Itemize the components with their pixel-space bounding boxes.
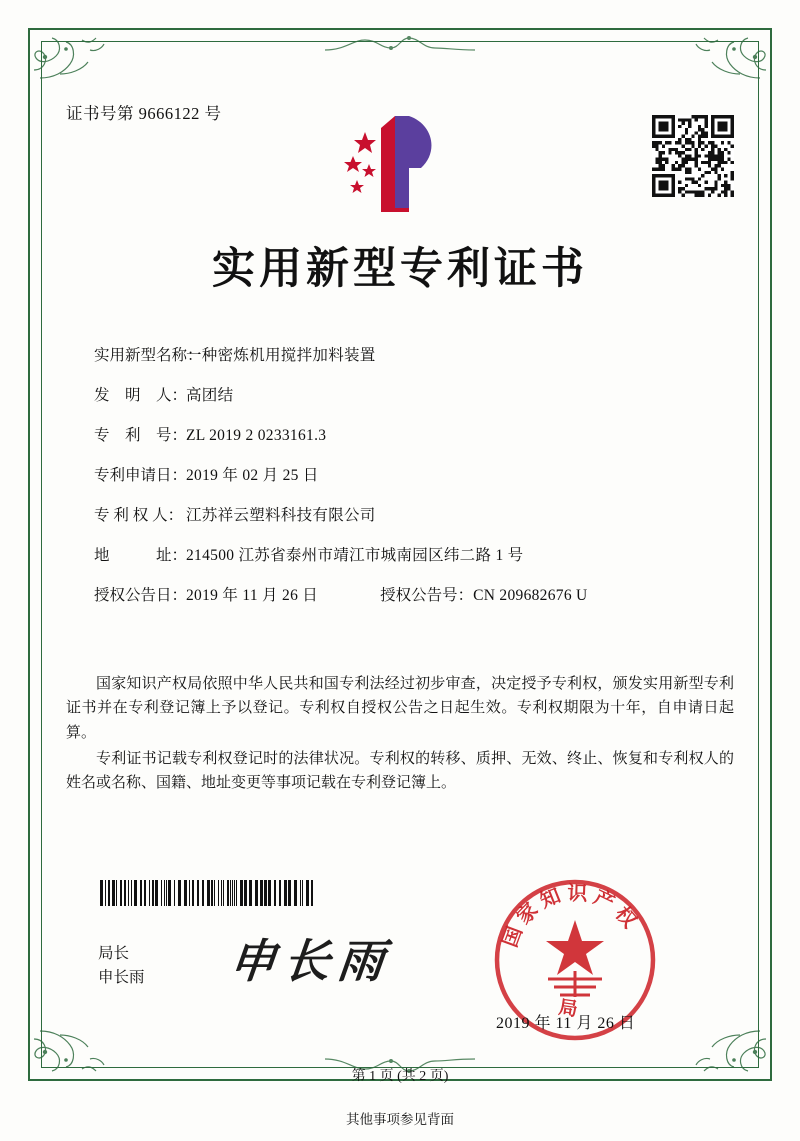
barcode xyxy=(100,880,315,906)
grant-number-label: 授权公告号： xyxy=(380,587,474,604)
field-value: 江苏祥云塑料科技有限公司 xyxy=(186,507,376,524)
certificate-number: 证书号第 9666122 号 xyxy=(66,104,222,123)
edge-ornament-top xyxy=(325,30,475,58)
svg-text:国 家 知 识 产 权: 国 家 知 识 产 权 xyxy=(499,882,641,951)
field-label: 专 利 权 人： xyxy=(94,507,184,524)
field-value: 高团结 xyxy=(186,387,234,404)
field-inventor xyxy=(94,388,740,404)
svg-text:局: 局 xyxy=(557,997,579,1021)
field-application-date xyxy=(94,468,740,484)
field-list xyxy=(94,348,740,628)
patent-office-emblem-icon xyxy=(335,108,465,218)
qr-code-icon xyxy=(652,115,734,197)
signature-role: 局长 xyxy=(98,945,130,962)
body-text xyxy=(66,672,734,797)
field-label: 专利申请日： xyxy=(94,467,188,484)
field-grant-announcement xyxy=(94,588,740,604)
field-label: 发 明 人： xyxy=(94,387,188,404)
corner-ornament-top-right xyxy=(692,30,770,88)
field-patent-number xyxy=(94,428,740,444)
field-value: 一种密炼机用搅拌加料装置 xyxy=(186,347,376,364)
page-title: 实用新型专利证书 xyxy=(212,246,588,293)
grant-date-label: 授权公告日： xyxy=(94,587,188,604)
grant-number-value: CN 209682676 U xyxy=(473,587,588,604)
field-label: 地 址： xyxy=(94,547,188,564)
body-paragraph-2: 专利证书记载专利权登记时的法律状况。专利权的转移、质押、无效、终止、恢复和专利权人的姓名或名称、国籍、地址变更等事项记载在专利登记簿上。 xyxy=(66,750,734,792)
page-indicator: 第 1 页 (共 2 页) xyxy=(351,1069,449,1084)
grant-date-value: 2019 年 11 月 26 日 xyxy=(186,587,319,604)
handwritten-signature: 申长雨 xyxy=(226,936,395,987)
issue-date: 2019 年 11 月 26 日 xyxy=(496,1015,636,1032)
body-paragraph-1: 国家知识产权局依照中华人民共和国专利法经过初步审查，决定授予专利权，颁发实用新型专利证书并在专利登记簿上予以登记。专利权自授权公告之日起生效。专利权期限为十年，自申请日起算。 xyxy=(66,676,734,741)
field-label: 专 利 号： xyxy=(94,427,188,444)
field-value: 214500 江苏省泰州市靖江市城南园区纬二路 1 号 xyxy=(186,547,524,564)
field-label: 实用新型名称： xyxy=(94,347,203,364)
field-value: ZL 2019 2 0233161.3 xyxy=(186,427,327,444)
field-utility-model-name xyxy=(94,348,740,364)
corner-ornament-top-left xyxy=(30,30,108,88)
field-address xyxy=(94,548,740,564)
signature-block xyxy=(98,942,145,990)
field-value: 2019 年 02 月 25 日 xyxy=(186,467,319,484)
footer-note: 其他事项参见背面 xyxy=(346,1112,454,1127)
field-patentee xyxy=(94,508,740,524)
signature-name: 申长雨 xyxy=(98,969,145,987)
